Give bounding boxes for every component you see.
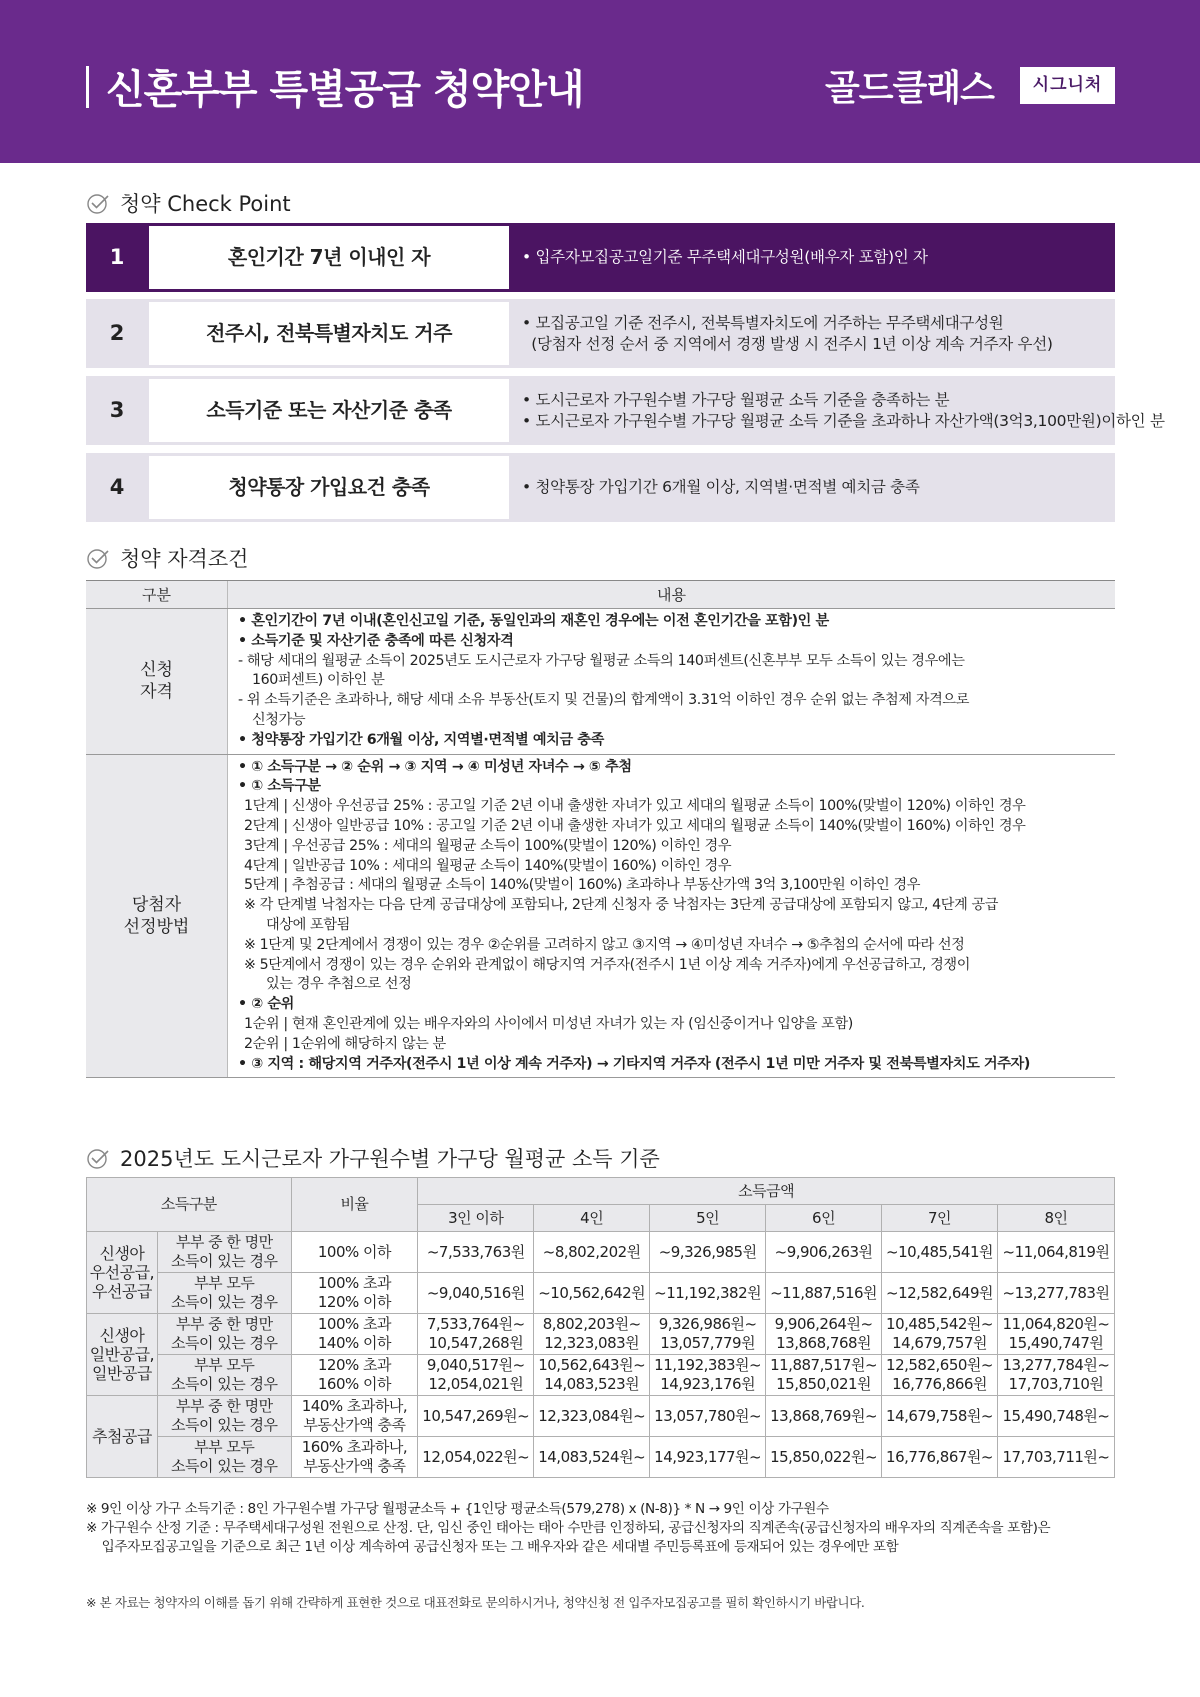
value-line: 13,277,784원~ [1002, 1356, 1110, 1374]
content-line: • ③ 지역 : 해당지역 거주자(전주시 1년 이상 계속 거주자) → 기타지역 거주자 (전주시 1년 미만 거주자 및 전북특별자치도 거주자) [238, 1055, 1030, 1072]
value-line: 8,802,203원~ [542, 1315, 641, 1333]
content-line: • ① 소득구분 → ② 순위 → ③ 지역 → ④ 미성년 자녀수 → ⑤ 추첨 [238, 758, 632, 775]
checkpoint-row [86, 453, 1115, 522]
qualification-category-text [140, 659, 173, 703]
ratio-line: 부동산가액 충족 [303, 1457, 406, 1475]
value-line: 13,057,780원~ [654, 1406, 762, 1425]
header-category: 구분 [86, 581, 228, 608]
subtype-line: 소득이 있는 경우 [170, 1416, 278, 1434]
title-divider [86, 66, 89, 108]
qualification-category [86, 609, 228, 754]
checkpoint-description-line: • 도시근로자 가구원수별 가구당 월평균 소득 기준을 충족하는 분 [522, 390, 950, 409]
checkpoint-row [86, 223, 1115, 292]
group-name-line: 우선공급 [92, 1282, 152, 1301]
checkpoint-description-line: • 모집공고일 기준 전주시, 전북특별자치도에 거주하는 무주택세대구성원 [522, 313, 1004, 332]
value-line: 15,850,021원 [776, 1375, 872, 1393]
group-name-line: 일반공급, [89, 1345, 155, 1364]
checkpoint-description [522, 376, 1165, 445]
value-line: 14,083,524원~ [538, 1447, 646, 1466]
value-line: 12,054,022원~ [422, 1447, 530, 1466]
header-ratio: 비율 [291, 1178, 418, 1232]
content-line: ※ 5단계에서 경쟁이 있는 경우 순위와 관계없이 해당지역 거주자(전주시 1년 이상 계속 거주자)에게 우선공급하고, 경쟁이 [244, 956, 971, 973]
ratio-line: 160% 이하 [317, 1375, 391, 1393]
note-line: ※ 가구원수 산정 기준 : 무주택세대구성원 전원으로 산정. 단, 임신 중인 태아는 태아 수만큼 인정하되, 공급신청자의 직계존속(공급신청자의 배우자의 직계존속을 포함)은 [86, 1520, 1051, 1536]
checkpoint-label: 혼인기간 7년 이내인 자 [149, 226, 509, 289]
income-value [418, 1355, 534, 1396]
check-circle-icon [86, 191, 110, 215]
checkpoint-label: 청약통장 가입요건 충족 [149, 456, 509, 519]
income-value [997, 1396, 1114, 1437]
checkpoint-description-line: (당첨자 선정 순서 중 지역에서 경쟁 발생 시 전주시 1년 이상 계속 거주자 우선) [522, 334, 1053, 353]
value-line: ~7,533,763원 [426, 1242, 525, 1261]
brand-badge: 시그니처 [1020, 67, 1115, 104]
value-line: ~10,562,642원 [538, 1283, 646, 1302]
content-line: • 소득기준 및 자산기준 충족에 따른 신청자격 [238, 632, 514, 649]
group-name-line: 추첨공급 [92, 1427, 152, 1446]
income-value [650, 1396, 766, 1437]
content-line: ※ 1단계 및 2단계에서 경쟁이 있는 경우 ②순위를 고려하지 않고 ③지역 → ④미성년 자녀수 → ⑤추첨의 순서에 따라 선정 [244, 936, 965, 953]
note-line: 입주자모집공고일을 기준으로 최근 1년 이상 계속하여 공급신청자 또는 그 배우자와 같은 세대별 주민등록표에 등재되어 있는 경우에만 포함 [86, 1539, 899, 1555]
header-content: 내용 [657, 586, 686, 604]
ratio-line: 100% 초과 [317, 1274, 391, 1292]
income-value [418, 1273, 534, 1314]
income-ratio [291, 1273, 418, 1314]
subtype-line: 부부 모두 [194, 1274, 255, 1292]
income-subtype [157, 1396, 291, 1437]
value-line: 13,868,768원 [776, 1334, 872, 1352]
value-line: 16,776,867원~ [886, 1447, 993, 1466]
value-line: 12,582,650원~ [886, 1356, 993, 1374]
income-ratio [291, 1437, 418, 1478]
qualification-category [86, 755, 228, 1078]
subtype-line: 부부 중 한 명만 [175, 1397, 273, 1415]
income-value [882, 1232, 998, 1273]
check-circle-icon [86, 1146, 110, 1170]
value-line: 12,323,084원~ [538, 1406, 646, 1425]
value-line: ~8,802,202원 [542, 1242, 641, 1261]
group-name-line: 신생아 [99, 1326, 145, 1345]
income-value [997, 1273, 1114, 1314]
subtype-line: 부부 중 한 명만 [175, 1233, 273, 1251]
checkpoint-number: 3 [109, 398, 125, 422]
checkpoint-row [86, 376, 1165, 445]
income-value [418, 1437, 534, 1478]
content-line: - 해당 세대의 월평균 소득이 2025년도 도시근로자 가구당 월평균 소득의 140퍼센트(신혼부부 모두 소득이 있는 경우에는 [238, 652, 965, 669]
income-value [882, 1396, 998, 1437]
income-row [87, 1314, 1115, 1355]
content-line: • ② 순위 [238, 996, 294, 1013]
category-line: 자격 [140, 682, 173, 703]
content-line: 4단계 | 일반공급 10% : 세대의 월평균 소득이 140%(맞벌이 160%) 이하인 경우 [244, 857, 732, 874]
qualification-row [86, 609, 1115, 755]
income-value [418, 1314, 534, 1355]
checkpoint-label: 소득기준 또는 자산기준 충족 [149, 379, 509, 442]
content-line: 160퍼센트) 이하인 분 [252, 672, 385, 689]
checkpoint-number: 1 [109, 245, 125, 269]
income-value [650, 1273, 766, 1314]
income-value [534, 1396, 650, 1437]
value-line: 17,703,710원 [1008, 1375, 1104, 1393]
ratio-line: 부동산가액 충족 [303, 1416, 406, 1434]
income-value [766, 1396, 882, 1437]
value-line: 17,703,711원~ [1002, 1447, 1110, 1466]
subtype-line: 소득이 있는 경우 [170, 1293, 278, 1311]
value-line: 10,547,269원~ [422, 1406, 530, 1425]
ratio-line: 100% 초과 [317, 1315, 391, 1333]
check-circle-icon [86, 546, 110, 570]
checkpoint-number: 4 [109, 475, 125, 499]
value-line: 14,923,176원 [660, 1375, 756, 1393]
income-subtype [157, 1355, 291, 1396]
content-line: 있는 경우 추첨으로 선정 [266, 976, 412, 993]
income-subtype [157, 1232, 291, 1273]
income-value [766, 1273, 882, 1314]
value-line: 14,923,177원~ [654, 1447, 762, 1466]
checkpoint-number: 2 [109, 321, 125, 345]
section-title-text: 청약 자격조건 [120, 547, 249, 571]
income-notes [86, 1500, 1050, 1557]
income-value [882, 1314, 998, 1355]
qualification-table [86, 580, 1115, 1078]
ratio-line: 160% 초과하나, [301, 1438, 408, 1456]
checkpoint-description-line: • 도시근로자 가구원수별 가구당 월평균 소득 기준을 초과하나 자산가액(3억3,100만원)이하인 분 [522, 411, 1165, 430]
subtype-line: 소득이 있는 경우 [170, 1252, 278, 1270]
content-line: 2단계 | 신생아 일반공급 10% : 공고일 기준 2년 이내 출생한 자녀가 있고 세대의 월평균 소득이 140%(맞벌이 160%) 이하인 경우 [244, 817, 1026, 834]
subtype-line: 소득이 있는 경우 [170, 1375, 278, 1393]
value-line: ~9,326,985원 [658, 1242, 757, 1261]
value-line: ~12,582,649원 [886, 1283, 993, 1302]
note-line: ※ 9인 이상 가구 소득기준 : 8인 가구원수별 가구당 월평균소득 + {1인당 평균소득(579,278) x (N-8)} * N → 9인 이상 가구원수 [86, 1501, 829, 1517]
income-value [534, 1232, 650, 1273]
income-value [534, 1314, 650, 1355]
checkpoint-label: 전주시, 전북특별자치도 거주 [149, 302, 509, 365]
value-line: 14,679,758원~ [886, 1406, 993, 1425]
content-line: 신청가능 [252, 711, 306, 728]
value-line: 10,562,643원~ [538, 1356, 646, 1374]
ratio-line: 120% 초과 [317, 1356, 391, 1374]
qualification-row [86, 755, 1115, 1079]
content-line: 2순위 | 1순위에 해당하지 않는 분 [244, 1035, 446, 1052]
category-line: 당첨자 [131, 894, 182, 915]
income-value [882, 1437, 998, 1478]
header-household-size: 6인 [766, 1205, 882, 1232]
income-row [87, 1437, 1115, 1478]
income-value [534, 1437, 650, 1478]
checkpoint-row [86, 299, 1115, 368]
header-household-size: 5인 [650, 1205, 766, 1232]
subtype-line: 소득이 있는 경우 [170, 1457, 278, 1475]
value-line: ~13,277,783원 [1002, 1283, 1110, 1302]
ratio-line: 120% 이하 [317, 1293, 391, 1311]
checkpoint-description [522, 223, 928, 292]
income-ratio [291, 1232, 418, 1273]
value-line: 15,490,747원 [1008, 1334, 1104, 1352]
checkpoint-description-line: • 청약통장 가입기간 6개월 이상, 지역별·면적별 예치금 충족 [522, 478, 920, 496]
checkpoint-description [522, 453, 920, 522]
value-line: 9,906,264원~ [774, 1315, 873, 1333]
income-value [766, 1437, 882, 1478]
value-line: 11,064,820원~ [1002, 1315, 1110, 1333]
content-line: - 위 소득기준은 초과하나, 해당 세대 소유 부동산(토지 및 건물)의 합계액이 3.31억 이하인 경우 순위 없는 추첨제 자격으로 [238, 692, 969, 709]
ratio-line: 100% 이하 [317, 1242, 391, 1261]
value-line: 9,040,517원~ [426, 1356, 525, 1374]
checkpoint-description-line: • 입주자모집공고일기준 무주택세대구성원(배우자 포함)인 자 [522, 248, 928, 266]
income-value [997, 1437, 1114, 1478]
value-line: 13,057,779원 [660, 1334, 756, 1352]
header-household-size: 4인 [534, 1205, 650, 1232]
value-line: 10,547,268원 [428, 1334, 524, 1352]
income-ratio [291, 1314, 418, 1355]
subtype-line: 부부 모두 [194, 1438, 255, 1456]
income-value [882, 1355, 998, 1396]
content-line: 5단계 | 추첨공급 : 세대의 월평균 소득이 140%(맞벌이 160%) 초과하나 부동산가액 3억 3,100만원 이하인 경우 [244, 877, 921, 894]
value-line: 13,868,769원~ [770, 1406, 878, 1425]
income-row [87, 1273, 1115, 1314]
table-header [86, 581, 1115, 609]
income-row [87, 1355, 1115, 1396]
income-value [418, 1396, 534, 1437]
ratio-line: 140% 이하 [317, 1334, 391, 1352]
income-value [418, 1232, 534, 1273]
section-title-text: 2025년도 도시근로자 가구원수별 가구당 월평균 소득 기준 [120, 1147, 660, 1171]
income-value [650, 1232, 766, 1273]
income-value [534, 1273, 650, 1314]
qualification-content [228, 609, 1115, 754]
income-value [534, 1355, 650, 1396]
value-line: 16,776,866원 [892, 1375, 987, 1393]
income-group [87, 1396, 158, 1478]
income-row [87, 1396, 1115, 1437]
income-value [997, 1232, 1114, 1273]
income-subtype [157, 1273, 291, 1314]
group-name-line: 신생아 [99, 1244, 145, 1263]
value-line: 12,054,021원 [428, 1375, 524, 1393]
income-group [87, 1232, 158, 1314]
group-name-line: 우선공급, [89, 1263, 155, 1282]
page-title: 신혼부부 특별공급 청약안내 [106, 67, 584, 113]
income-value [997, 1314, 1114, 1355]
value-line: 11,192,383원~ [654, 1356, 762, 1374]
income-value [650, 1437, 766, 1478]
income-value [650, 1355, 766, 1396]
value-line: 12,323,083원 [544, 1334, 640, 1352]
page-header [0, 0, 1200, 163]
value-line: 10,485,542원~ [886, 1315, 993, 1333]
content-line: 대상에 포함됨 [266, 916, 350, 933]
qualification-category-text [124, 894, 190, 938]
income-ratio [291, 1355, 418, 1396]
value-line: 14,679,757원 [892, 1334, 987, 1352]
value-line: ~11,064,819원 [1002, 1242, 1110, 1261]
value-line: 15,850,022원~ [770, 1447, 878, 1466]
content-line: • 청약통장 가입기간 6개월 이상, 지역별·면적별 예치금 충족 [238, 731, 604, 748]
income-ratio [291, 1396, 418, 1437]
subtype-line: 소득이 있는 경우 [170, 1334, 278, 1352]
brand-name: 골드클래스 [825, 68, 994, 109]
value-line: ~11,887,516원 [770, 1283, 878, 1302]
income-value [766, 1232, 882, 1273]
value-line: 11,887,517원~ [770, 1356, 878, 1374]
income-subtype [157, 1437, 291, 1478]
income-value [650, 1314, 766, 1355]
header-income-type: 소득구분 [87, 1178, 292, 1232]
value-line: ~10,485,541원 [886, 1242, 993, 1261]
header-household-size: 7인 [882, 1205, 998, 1232]
income-group [87, 1314, 158, 1396]
content-line: 1순위 | 현재 혼인관계에 있는 배우자와의 사이에서 미성년 자녀가 있는 자 (임신중이거나 입양을 포함) [244, 1015, 853, 1032]
income-value [882, 1273, 998, 1314]
value-line: ~9,040,516원 [426, 1283, 525, 1302]
footnote: ※ 본 자료는 청약자의 이해를 돕기 위해 간략하게 표현한 것으로 대표전화로 문의하시거나, 청약신청 전 입주자모집공고를 필히 확인하시기 바랍니다. [86, 1595, 865, 1610]
group-name-line: 일반공급 [92, 1364, 152, 1383]
section-income-title [86, 1143, 660, 1173]
category-line: 선정방법 [123, 916, 190, 937]
value-line: ~9,906,263원 [774, 1242, 873, 1261]
value-line: 7,533,764원~ [426, 1315, 525, 1333]
section-checkpoint-title [86, 188, 291, 218]
value-line: 15,490,748원~ [1002, 1406, 1110, 1425]
value-line: ~11,192,382원 [654, 1283, 762, 1302]
value-line: 9,326,986원~ [658, 1315, 757, 1333]
section-qualification-title [86, 543, 248, 573]
content-line: • 혼인기간이 7년 이내(혼인신고일 기준, 동일인과의 재혼인 경우에는 이전 혼인기간을 포함)인 분 [238, 613, 829, 629]
content-line: 3단계 | 우선공급 25% : 세대의 월평균 소득이 100%(맞벌이 120%) 이하인 경우 [244, 837, 732, 854]
header-household-size: 3인 이하 [418, 1205, 534, 1232]
checkpoint-description [522, 299, 1053, 368]
income-value [766, 1314, 882, 1355]
section-title-text: 청약 Check Point [120, 192, 291, 216]
subtype-line: 부부 모두 [194, 1356, 255, 1374]
ratio-line: 140% 초과하나, [301, 1397, 408, 1415]
income-row [87, 1232, 1115, 1273]
subtype-line: 부부 중 한 명만 [175, 1315, 273, 1333]
category-line: 신청 [140, 660, 173, 681]
content-line: 1단계 | 신생아 우선공급 25% : 공고일 기준 2년 이내 출생한 자녀가 있고 세대의 월평균 소득이 100%(맞벌이 120%) 이하인 경우 [244, 798, 1026, 815]
qualification-content [228, 755, 1115, 1078]
income-subtype [157, 1314, 291, 1355]
header-amount: 소득금액 [418, 1178, 1115, 1205]
value-line: 14,083,523원 [544, 1375, 640, 1393]
income-value [997, 1355, 1114, 1396]
income-value [766, 1355, 882, 1396]
header-household-size: 8인 [997, 1205, 1114, 1232]
content-line: • ① 소득구분 [238, 778, 321, 795]
content-line: ※ 각 단계별 낙첨자는 다음 단계 공급대상에 포함되나, 2단계 신청자 중 낙첨자는 3단계 공급대상에 포함되지 않고, 4단계 공급 [244, 897, 999, 914]
income-table [86, 1177, 1115, 1478]
